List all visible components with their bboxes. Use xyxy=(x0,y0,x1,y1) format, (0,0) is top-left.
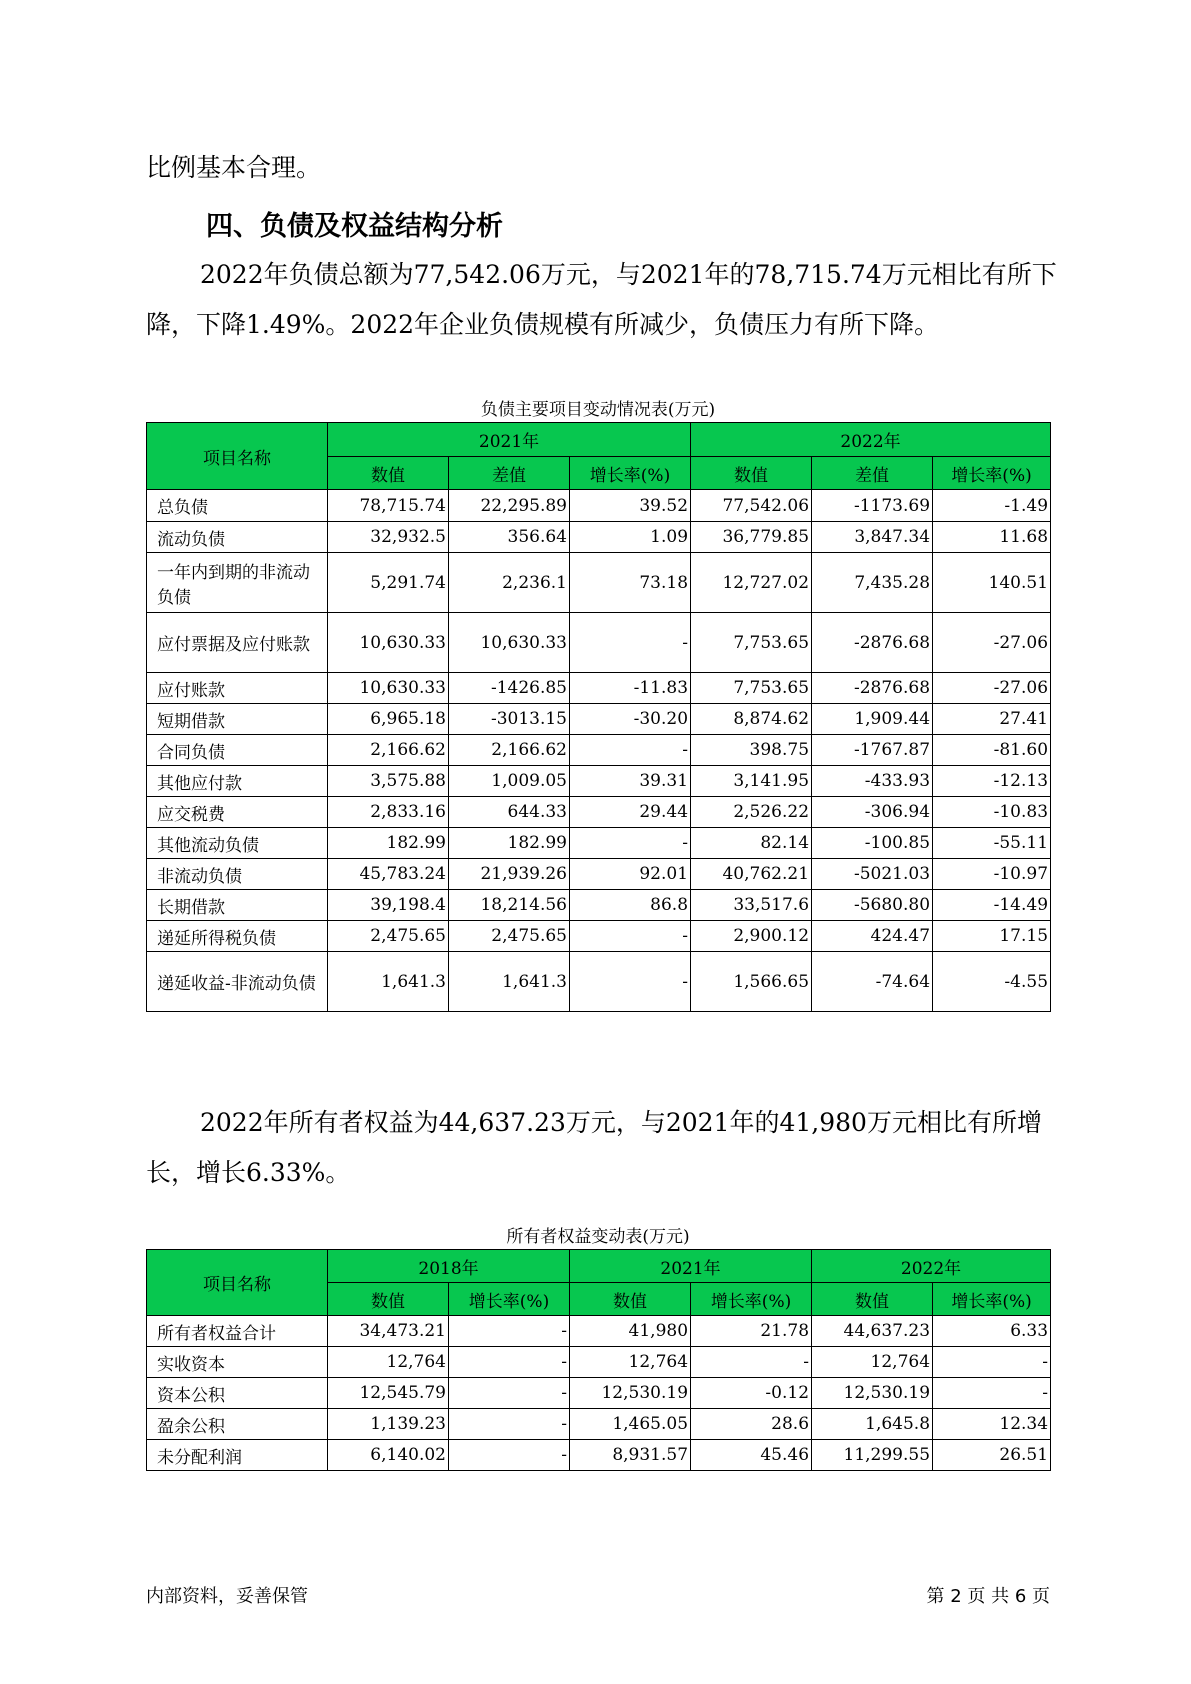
table-cell: 7,753.65 xyxy=(691,673,812,704)
table-cell: -30.20 xyxy=(570,704,691,735)
table-cell: 2,475.65 xyxy=(328,921,449,952)
table-cell: 12,764 xyxy=(570,1347,691,1378)
table-cell: 12.34 xyxy=(933,1409,1051,1440)
row-label: 实收资本 xyxy=(147,1347,328,1378)
row-label: 其他应付款 xyxy=(147,766,328,797)
table-cell: -27.06 xyxy=(933,613,1051,673)
row-label: 未分配利润 xyxy=(147,1440,328,1471)
table-cell: - xyxy=(570,921,691,952)
table-row xyxy=(147,890,1051,921)
table-cell: -1767.87 xyxy=(812,735,933,766)
table-cell: 1,645.8 xyxy=(812,1409,933,1440)
table-cell: 12,530.19 xyxy=(812,1378,933,1409)
table-cell: 424.47 xyxy=(812,921,933,952)
table-cell: -306.94 xyxy=(812,797,933,828)
table-cell: - xyxy=(570,735,691,766)
table-cell: 1,139.23 xyxy=(328,1409,449,1440)
table-cell: 77,542.06 xyxy=(691,490,812,522)
paragraph-equity: 2022年所有者权益为44,637.23万元，与2021年的41,980万元相比有所增长，增长6.33%。 xyxy=(146,1108,1042,1187)
table-row xyxy=(147,1440,1051,1471)
table2-caption: 所有者权益变动表(万元) xyxy=(506,1227,690,1247)
table1-subheader: 增长率(%) xyxy=(933,457,1051,490)
row-label: 长期借款 xyxy=(147,890,328,921)
liabilities-table xyxy=(146,422,1051,1012)
table-cell: 12,764 xyxy=(328,1347,449,1378)
table-cell: 92.01 xyxy=(570,859,691,890)
table-cell: -81.60 xyxy=(933,735,1051,766)
table2-header-name: 项目名称 xyxy=(147,1250,328,1316)
table-cell: 1,641.3 xyxy=(449,952,570,1012)
table-cell: - xyxy=(570,952,691,1012)
table-cell: - xyxy=(449,1347,570,1378)
table2-subheader: 数值 xyxy=(812,1283,933,1316)
table-row xyxy=(147,1347,1051,1378)
table-cell: 36,779.85 xyxy=(691,522,812,553)
table-cell: 12,727.02 xyxy=(691,553,812,613)
row-label: 盈余公积 xyxy=(147,1409,328,1440)
row-label: 资本公积 xyxy=(147,1378,328,1409)
table-cell: 644.33 xyxy=(449,797,570,828)
table-cell: 39,198.4 xyxy=(328,890,449,921)
table1-header-name: 项目名称 xyxy=(147,423,328,490)
table-cell: - xyxy=(570,828,691,859)
row-label: 非流动负债 xyxy=(147,859,328,890)
table-row xyxy=(147,704,1051,735)
table-cell: 22,295.89 xyxy=(449,490,570,522)
row-label: 短期借款 xyxy=(147,704,328,735)
table-cell: 2,900.12 xyxy=(691,921,812,952)
table-cell: 6,140.02 xyxy=(328,1440,449,1471)
table-cell: 44,637.23 xyxy=(812,1316,933,1347)
table1-subheader: 数值 xyxy=(328,457,449,490)
table-cell: 73.18 xyxy=(570,553,691,613)
table-cell: 28.6 xyxy=(691,1409,812,1440)
table-cell: 3,847.34 xyxy=(812,522,933,553)
table-cell: 17.15 xyxy=(933,921,1051,952)
table-cell: 2,526.22 xyxy=(691,797,812,828)
table-row xyxy=(147,673,1051,704)
table-cell: 39.52 xyxy=(570,490,691,522)
table-row xyxy=(147,553,1051,613)
table-cell: 12,530.19 xyxy=(570,1378,691,1409)
table-cell: 78,715.74 xyxy=(328,490,449,522)
table-cell: 32,932.5 xyxy=(328,522,449,553)
table1-subheader: 数值 xyxy=(691,457,812,490)
table-cell: 45.46 xyxy=(691,1440,812,1471)
table-cell: 1.09 xyxy=(570,522,691,553)
footer-confidential: 内部资料，妥善保管 xyxy=(146,1586,308,1607)
table-cell: 2,475.65 xyxy=(449,921,570,952)
table-cell: 45,783.24 xyxy=(328,859,449,890)
table-cell: -2876.68 xyxy=(812,673,933,704)
table-cell: 18,214.56 xyxy=(449,890,570,921)
table1-caption: 负债主要项目变动情况表(万元) xyxy=(480,400,716,420)
table-row xyxy=(147,490,1051,522)
table-cell: 82.14 xyxy=(691,828,812,859)
table2-header-year: 2018年 xyxy=(328,1250,570,1283)
table-cell: - xyxy=(449,1378,570,1409)
row-label: 总负债 xyxy=(147,490,328,522)
table2-subheader: 数值 xyxy=(570,1283,691,1316)
row-label: 应交税费 xyxy=(147,797,328,828)
table2-subheader: 增长率(%) xyxy=(933,1283,1051,1316)
table-cell: -1426.85 xyxy=(449,673,570,704)
table-cell: 1,909.44 xyxy=(812,704,933,735)
table-cell: -1173.69 xyxy=(812,490,933,522)
table-cell: 3,141.95 xyxy=(691,766,812,797)
table-row xyxy=(147,522,1051,553)
table-cell: 12,764 xyxy=(812,1347,933,1378)
table-row xyxy=(147,859,1051,890)
row-label: 合同负债 xyxy=(147,735,328,766)
section-heading: 四、负债及权益结构分析 xyxy=(206,211,503,242)
table-cell: 10,630.33 xyxy=(449,613,570,673)
table1-subheader: 差值 xyxy=(812,457,933,490)
row-label: 所有者权益合计 xyxy=(147,1316,328,1347)
table-cell: 8,931.57 xyxy=(570,1440,691,1471)
table-cell: 8,874.62 xyxy=(691,704,812,735)
table-cell: 10,630.33 xyxy=(328,613,449,673)
table-cell: -1.49 xyxy=(933,490,1051,522)
table-cell: -10.83 xyxy=(933,797,1051,828)
table-cell: 11,299.55 xyxy=(812,1440,933,1471)
table-cell: 2,166.62 xyxy=(328,735,449,766)
table-cell: - xyxy=(449,1409,570,1440)
table-cell: 21.78 xyxy=(691,1316,812,1347)
table-cell: -5021.03 xyxy=(812,859,933,890)
table-cell: - xyxy=(449,1440,570,1471)
table-cell: -10.97 xyxy=(933,859,1051,890)
table2-header-year: 2021年 xyxy=(570,1250,812,1283)
table-cell: -5680.80 xyxy=(812,890,933,921)
table-cell: -2876.68 xyxy=(812,613,933,673)
table-cell: 5,291.74 xyxy=(328,553,449,613)
table-cell: 40,762.21 xyxy=(691,859,812,890)
table-cell: 41,980 xyxy=(570,1316,691,1347)
table-cell: -0.12 xyxy=(691,1378,812,1409)
row-label: 递延收益-非流动负债 xyxy=(147,952,328,1012)
row-label: 递延所得税负债 xyxy=(147,921,328,952)
table-cell: 6.33 xyxy=(933,1316,1051,1347)
table-cell: -11.83 xyxy=(570,673,691,704)
table-cell: 10,630.33 xyxy=(328,673,449,704)
table-cell: 29.44 xyxy=(570,797,691,828)
table-cell: 7,753.65 xyxy=(691,613,812,673)
row-label: 流动负债 xyxy=(147,522,328,553)
table-cell: - xyxy=(449,1316,570,1347)
table-cell: -27.06 xyxy=(933,673,1051,704)
table-cell: 3,575.88 xyxy=(328,766,449,797)
table-cell: -4.55 xyxy=(933,952,1051,1012)
table-cell: - xyxy=(933,1378,1051,1409)
table-cell: 6,965.18 xyxy=(328,704,449,735)
table-cell: 1,465.05 xyxy=(570,1409,691,1440)
table2-subheader: 数值 xyxy=(328,1283,449,1316)
paragraph-continuation: 比例基本合理。 xyxy=(146,153,322,182)
table-cell: 12,545.79 xyxy=(328,1378,449,1409)
table-cell: 2,166.62 xyxy=(449,735,570,766)
table-cell: 2,833.16 xyxy=(328,797,449,828)
table-cell: 7,435.28 xyxy=(812,553,933,613)
table-cell: 34,473.21 xyxy=(328,1316,449,1347)
table1-subheader: 差值 xyxy=(449,457,570,490)
table-row xyxy=(147,1316,1051,1347)
row-label: 一年内到期的非流动负债 xyxy=(147,553,328,613)
table2-subheader: 增长率(%) xyxy=(449,1283,570,1316)
table-cell: 2,236.1 xyxy=(449,553,570,613)
table-cell: 356.64 xyxy=(449,522,570,553)
table-row xyxy=(147,797,1051,828)
row-label: 其他流动负债 xyxy=(147,828,328,859)
table-cell: -433.93 xyxy=(812,766,933,797)
table-cell: -14.49 xyxy=(933,890,1051,921)
table-cell: - xyxy=(570,613,691,673)
table-cell: - xyxy=(691,1347,812,1378)
table-row xyxy=(147,613,1051,673)
table-cell: -12.13 xyxy=(933,766,1051,797)
table-cell: 182.99 xyxy=(449,828,570,859)
paragraph-liabilities: 2022年负债总额为77,542.06万元，与2021年的78,715.74万元相比有所下降，下降1.49%。2022年企业负债规模有所减少，负债压力有所下降。 xyxy=(146,260,1057,339)
table1-subheader: 增长率(%) xyxy=(570,457,691,490)
table-cell: 11.68 xyxy=(933,522,1051,553)
table-cell: -74.64 xyxy=(812,952,933,1012)
table1-header-year: 2021年 xyxy=(328,423,691,457)
table2-header-year: 2022年 xyxy=(812,1250,1051,1283)
table-cell: 140.51 xyxy=(933,553,1051,613)
table-row xyxy=(147,952,1051,1012)
row-label: 应付账款 xyxy=(147,673,328,704)
row-label: 应付票据及应付账款 xyxy=(147,613,328,673)
table-cell: 398.75 xyxy=(691,735,812,766)
table2-subheader: 增长率(%) xyxy=(691,1283,812,1316)
table-row xyxy=(147,766,1051,797)
table-cell: 86.8 xyxy=(570,890,691,921)
table-row xyxy=(147,1378,1051,1409)
table-row xyxy=(147,1409,1051,1440)
table-cell: 1,009.05 xyxy=(449,766,570,797)
table-cell: 21,939.26 xyxy=(449,859,570,890)
table-cell: 39.31 xyxy=(570,766,691,797)
table-cell: 27.41 xyxy=(933,704,1051,735)
table-cell: 1,566.65 xyxy=(691,952,812,1012)
table-row xyxy=(147,828,1051,859)
table-cell: - xyxy=(933,1347,1051,1378)
table-cell: -3013.15 xyxy=(449,704,570,735)
footer-page-number: 第 2 页 共 6 页 xyxy=(926,1586,1050,1607)
equity-table xyxy=(146,1249,1051,1471)
table-cell: 1,641.3 xyxy=(328,952,449,1012)
table-row xyxy=(147,735,1051,766)
table-cell: -100.85 xyxy=(812,828,933,859)
table-cell: 182.99 xyxy=(328,828,449,859)
table-row xyxy=(147,921,1051,952)
table-cell: 26.51 xyxy=(933,1440,1051,1471)
table-cell: 33,517.6 xyxy=(691,890,812,921)
table-cell: -55.11 xyxy=(933,828,1051,859)
table1-header-year: 2022年 xyxy=(691,423,1051,457)
